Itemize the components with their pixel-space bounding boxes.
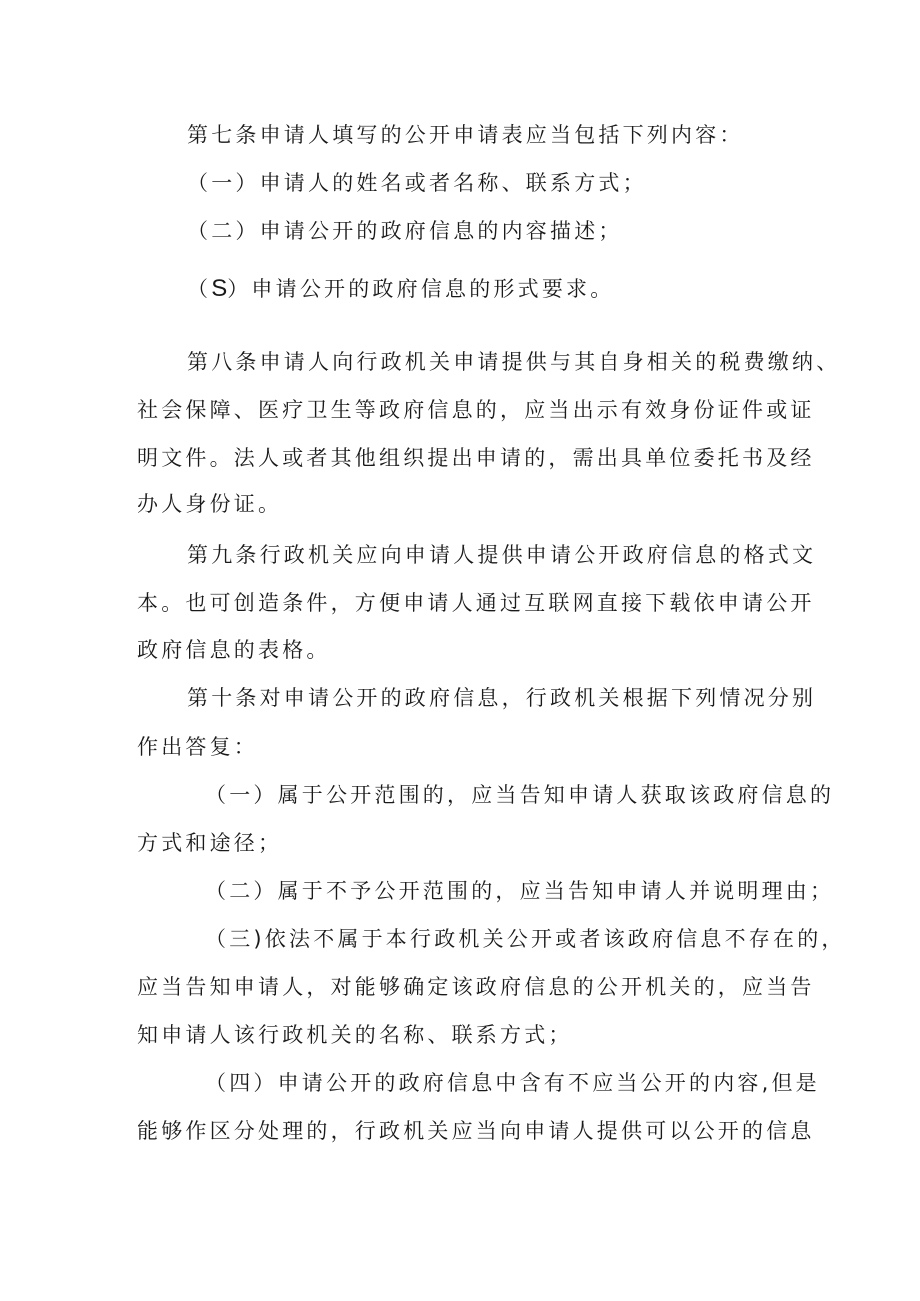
- article-10-line-2: 作出答复：: [137, 735, 258, 759]
- item-3-close-paren: ）: [227, 277, 252, 301]
- article-9-line-2: 本。也可创造条件，方便申请人通过互联网直接下载依申请公开: [137, 591, 815, 615]
- article-7-heading: 第七条申请人填写的公开申请表应当包括下列内容：: [187, 123, 744, 147]
- article-9-line-1: 第九条行政机关应向申请人提供申请公开政府信息的格式文: [187, 543, 817, 567]
- item-3-text: 申请公开的政府信息的形式要求。: [251, 277, 615, 301]
- article-7-item-3: [187, 277, 614, 301]
- article-9-line-3: 政府信息的表格。: [137, 638, 331, 662]
- article-8-line-4: 办人身份证。: [137, 492, 283, 516]
- article-8-line-1: 第八条申请人向行政机关申请提供与其自身相关的税费缴纳、: [187, 350, 841, 374]
- article-10-item-3-line-3: 知申请人该行政机关的名称、联系方式；: [137, 1023, 573, 1047]
- article-10-line-1: 第十条对申请公开的政府信息，行政机关根据下列情况分别: [187, 686, 817, 710]
- article-10-item-4-line-2: 能够作区分处理的，行政机关应当向申请人提供可以公开的信息: [137, 1119, 815, 1143]
- item-3-open-paren: （: [187, 277, 212, 301]
- article-7-item-2: （二）申请公开的政府信息的内容描述；: [187, 219, 623, 243]
- item-3-letter: S: [211, 275, 228, 302]
- article-10-item-3-line-2: 应当告知申请人，对能够确定该政府信息的公开机关的，应当告: [137, 975, 815, 999]
- article-10-item-1-line-2: 方式和途径；: [137, 831, 283, 855]
- article-8-line-3: 明文件。法人或者其他组织提出申请的，需出具单位委托书及经: [137, 446, 815, 470]
- article-10-item-1-line-1: （一）属于公开范围的，应当告知申请人获取该政府信息的: [205, 783, 835, 807]
- article-10-item-3-line-1: （三)依法不属于本行政机关公开或者该政府信息不存在的，: [205, 927, 846, 951]
- article-10-item-4-line-1: （四）申请公开的政府信息中含有不应当公开的内容,但是: [205, 1071, 820, 1095]
- article-8-line-2: 社会保障、医疗卫生等政府信息的，应当出示有效身份证件或证: [137, 398, 815, 422]
- article-10-item-2: （二）属于不予公开范围的，应当告知申请人并说明理由；: [205, 879, 835, 903]
- article-7-item-1: （一）申请人的姓名或者名称、联系方式；: [187, 171, 647, 195]
